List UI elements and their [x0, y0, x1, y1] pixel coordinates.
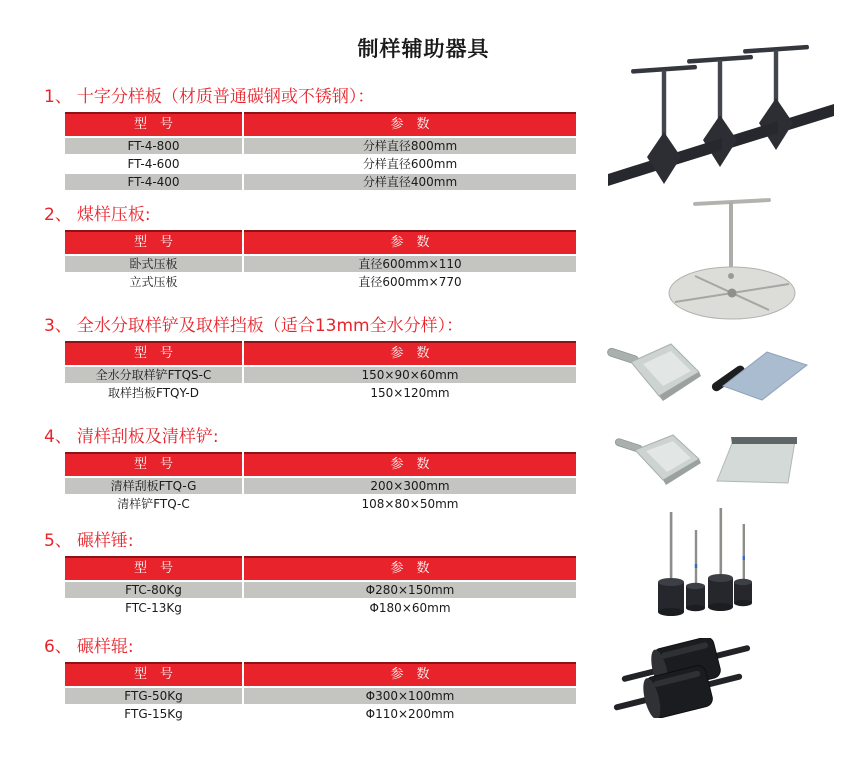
col-header-model: 型 号 — [65, 341, 242, 365]
params-cell: 直径600mm×110 — [244, 256, 576, 272]
params-cell: 直径600mm×770 — [244, 274, 576, 290]
section-heading — [44, 315, 578, 337]
model-cell: FTC-80Kg — [65, 582, 242, 598]
section-number: 4、 — [44, 427, 72, 447]
table-row — [65, 256, 576, 272]
table-row — [65, 600, 576, 616]
vertical-press-plate-icon — [655, 192, 815, 324]
model-cell: 清样刮板FTQ-G — [65, 478, 242, 494]
table-row — [65, 385, 576, 401]
section-number: 3、 — [44, 316, 72, 336]
section-number: 5、 — [44, 531, 72, 551]
section-number: 6、 — [44, 637, 72, 657]
model-cell: 取样挡板FTQY-D — [65, 385, 242, 401]
params-cell: 150×90×60mm — [244, 367, 576, 383]
col-header-model: 型 号 — [65, 556, 242, 580]
table-header-row — [65, 112, 576, 136]
params-cell: 200×300mm — [244, 478, 576, 494]
col-header-model: 型 号 — [65, 662, 242, 686]
col-header-params: 参 数 — [244, 112, 576, 136]
section-title: 十字分样板（材质普通碳钢或不锈钢）： — [76, 87, 375, 107]
model-cell: 卧式压板 — [65, 256, 242, 272]
table-header-row — [65, 452, 576, 476]
params-cell: 分样直径600mm — [244, 156, 576, 172]
spec-table — [65, 112, 576, 190]
table-row — [65, 582, 576, 598]
section-press-plate — [44, 204, 578, 292]
col-header-params: 参 数 — [244, 452, 576, 476]
table-row — [65, 367, 576, 383]
vertical-press-plate-photo — [655, 192, 815, 328]
sample-hammers-icon — [648, 508, 760, 620]
section-title: 碾样辊: — [76, 637, 134, 657]
table-header-row — [65, 341, 576, 365]
section-title: 煤样压板: — [76, 205, 151, 225]
table-header-row — [65, 230, 576, 254]
cleaning-shovel-scraper-icon — [615, 430, 800, 494]
table-row — [65, 706, 576, 722]
section-heading — [44, 204, 578, 226]
table-header-row — [65, 662, 576, 686]
sample-rollers-photo — [612, 638, 757, 722]
col-header-params: 参 数 — [244, 662, 576, 686]
table-row — [65, 496, 576, 512]
model-cell: FTG-15Kg — [65, 706, 242, 722]
col-header-model: 型 号 — [65, 112, 242, 136]
model-cell: 清样铲FTQ-C — [65, 496, 242, 512]
table-row — [65, 478, 576, 494]
col-header-params: 参 数 — [244, 230, 576, 254]
model-cell: FTC-13Kg — [65, 600, 242, 616]
page-title: 制样辅助器具 — [357, 37, 490, 61]
section-title: 碾样锤: — [76, 531, 134, 551]
section-cleaning-scraper — [44, 426, 578, 514]
model-cell: 全水分取样铲FTQS-C — [65, 367, 242, 383]
section-number: 1、 — [44, 87, 72, 107]
section-title: 清样刮板及清样铲: — [76, 427, 219, 447]
sample-hammers-photo — [648, 508, 760, 624]
params-cell: Φ180×60mm — [244, 600, 576, 616]
spec-table — [65, 230, 576, 290]
section-cross-divider — [44, 86, 578, 192]
spec-table — [65, 662, 576, 722]
section-title: 全水分取样铲及取样挡板（适合13mm全水分样）： — [76, 316, 464, 336]
moisture-shovel-guard-icon — [605, 338, 810, 410]
params-cell: 分样直径400mm — [244, 174, 576, 190]
col-header-model: 型 号 — [65, 452, 242, 476]
table-header-row — [65, 556, 576, 580]
moisture-sampling-shovel-and-guard-photo — [605, 338, 810, 414]
cross-sample-dividers-photo — [606, 34, 846, 193]
model-cell: FT-4-600 — [65, 156, 242, 172]
section-heading — [44, 636, 578, 658]
sample-rollers-icon — [612, 638, 757, 718]
spec-table — [65, 341, 576, 401]
table-row — [65, 138, 576, 154]
table-row — [65, 174, 576, 190]
col-header-params: 参 数 — [244, 556, 576, 580]
params-cell: Φ280×150mm — [244, 582, 576, 598]
cross-sample-dividers-icon — [606, 34, 846, 189]
section-moisture-shovel — [44, 315, 578, 403]
table-row — [65, 274, 576, 290]
table-row — [65, 688, 576, 704]
params-cell: 108×80×50mm — [244, 496, 576, 512]
params-cell: 分样直径800mm — [244, 138, 576, 154]
spec-table — [65, 452, 576, 512]
params-cell: Φ110×200mm — [244, 706, 576, 722]
section-heading — [44, 426, 578, 448]
section-sample-roller — [44, 636, 578, 724]
model-cell: FT-4-400 — [65, 174, 242, 190]
params-cell: Φ300×100mm — [244, 688, 576, 704]
model-cell: 立式压板 — [65, 274, 242, 290]
model-cell: FT-4-800 — [65, 138, 242, 154]
section-heading — [44, 530, 578, 552]
section-number: 2、 — [44, 205, 72, 225]
section-sample-hammer — [44, 530, 578, 618]
params-cell: 150×120mm — [244, 385, 576, 401]
col-header-model: 型 号 — [65, 230, 242, 254]
col-header-params: 参 数 — [244, 341, 576, 365]
cleaning-scraper-and-shovel-photo — [615, 430, 800, 498]
table-row — [65, 156, 576, 172]
spec-table — [65, 556, 576, 616]
model-cell: FTG-50Kg — [65, 688, 242, 704]
section-heading — [44, 86, 578, 108]
